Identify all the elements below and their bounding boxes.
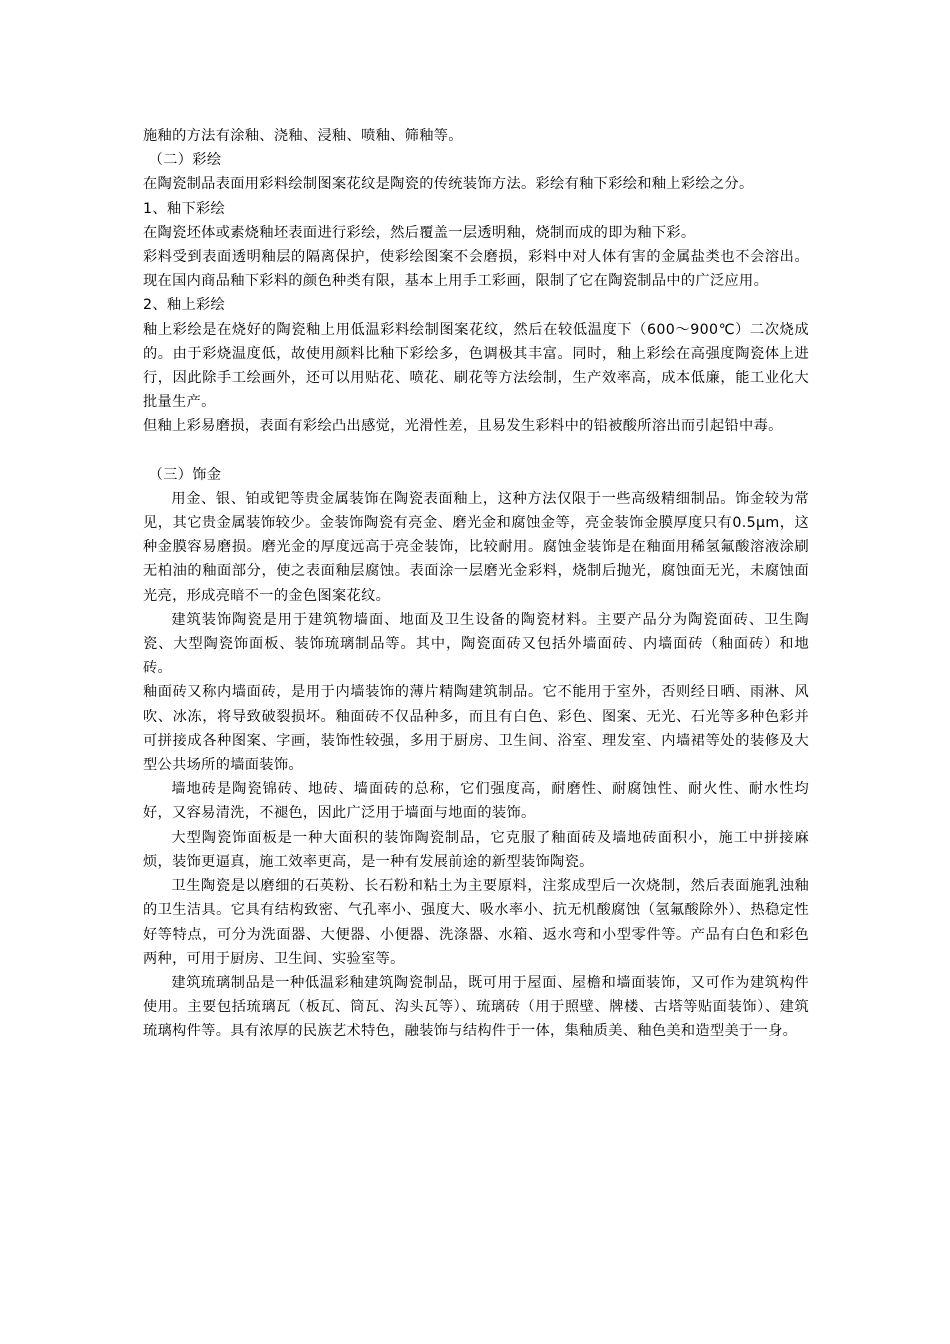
paragraph-architectural-ceramics: 建筑装饰陶瓷是用于建筑物墙面、地面及卫生设备的陶瓷材料。主要产品分为陶瓷面砖、卫生陶瓷、大型陶瓷饰面板、装饰琉璃制品等。其中，陶瓷面砖又包括外墙面砖、内墙面砖（釉面砖）和地砖。 (143, 611, 809, 677)
heading-underglaze: 1、釉下彩绘 (143, 200, 226, 217)
heading-gilding: （三）饰金 (148, 466, 222, 483)
paragraph-glazed-tiles: 釉面砖又称内墙面砖，是用于内墙装饰的薄片精陶建筑制品。它不能用于室外，否则经日晒、雨淋、风吹、冰冻，将导致破裂损坏。釉面砖不仅品种多，而且有白色、彩色、图案、无光、石光等多种色彩并可拼接成各种图案、字画，装饰性较强，多用于厨房、卫生间、浴室、理发室、内墙裙等处的装修及大型公共场所的墙面装饰。 (143, 684, 809, 774)
heading-overglaze: 2、釉上彩绘 (143, 297, 226, 314)
paragraph-sanitary-ceramics: 卫生陶瓷是以磨细的石英粉、长石粉和粘土为主要原料，注浆成型后一次烧制，然后表面施乳浊釉的卫生洁具。它具有结构致密、气孔率小、强度大、吸水率小、抗无机酸腐蚀（氢氟酸除外）、热稳定性好等特点，可分为洗面器、大便器、小便器、洗涤器、水箱、返水弯和小型零件等。产品有白色和彩色两种，可用于厨房、卫生间、实验室等。 (143, 878, 809, 967)
heading-painting: （二）彩绘 (148, 152, 222, 169)
paragraph-wall-floor-tiles: 墙地砖是陶瓷锦砖、地砖、墙面砖的总称，它们强度高，耐磨性、耐腐蚀性、耐火性、耐水性均好，又容易清洗，不褪色，因此广泛用于墙面与地面的装饰。 (143, 781, 809, 822)
paragraph-overglaze-drawbacks: 但釉上彩易磨损，表面有彩绘凸出感觉，光滑性差，且易发生彩料中的铅被酸所溶出而引起铅中毒。 (143, 418, 783, 435)
paragraph-large-panels: 大型陶瓷饰面板是一种大面积的装饰陶瓷制品，它克服了釉面砖及墙地砖面积小，施工中拼接麻烦，装饰更逼真，施工效率更高，是一种有发展前途的新型装饰陶瓷。 (143, 829, 809, 870)
paragraph-gap (143, 439, 809, 463)
paragraph-overglaze-definition: 釉上彩绘是在烧好的陶瓷釉上用低温彩料绘制图案花纹，然后在较低温度下（600～900℃）二次烧成的。由于彩烧温度低，故使用颜料比釉下彩绘多，色调极其丰富。同时，釉上彩绘在高强度陶瓷体上进行，因此除手工绘画外，还可以用贴花、喷花、刷花等方法绘制，生产效率高，成本低廉，能工业化大批量生产。 (143, 321, 809, 411)
document-body (143, 124, 809, 1044)
paragraph-painting-intro: 在陶瓷制品表面用彩料绘制图案花纹是陶瓷的传统装饰方法。彩绘有釉下彩绘和釉上彩绘之分。 (143, 176, 754, 193)
paragraph-gilding: 用金、银、铂或钯等贵金属装饰在陶瓷表面釉上，这种方法仅限于一些高级精细制品。饰金较为常见，其它贵金属装饰较少。金装饰陶瓷有亮金、磨光金和腐蚀金等，亮金装饰金膜厚度只有0.5μm，这种金膜容易磨损。磨光金的厚度远高于亮金装饰，比较耐用。腐蚀金装饰是在釉面用稀氢氟酸溶液涂刷无柏油的釉面部分，使之表面釉层腐蚀。表面涂一层磨光金彩料，烧制后抛光，腐蚀面无光，未腐蚀面光亮，形成亮暗不一的金色图案花纹。 (143, 490, 809, 604)
paragraph-underglaze-definition: 在陶瓷坯体或素烧釉坯表面进行彩绘，然后覆盖一层透明釉，烧制而成的即为釉下彩。 (143, 224, 696, 241)
paragraph-glazed-building-products: 建筑琉璃制品是一种低温彩釉建筑陶瓷制品，既可用于屋面、屋檐和墙面装饰，又可作为建筑构件使用。主要包括琉璃瓦（板瓦、筒瓦、沟头瓦等）、琉璃砖（用于照壁、牌楼、古塔等贴面装饰）、建筑琉璃构件等。具有浓厚的民族艺术特色，融装饰与结构件于一体，集釉质美、釉色美和造型美于一身。 (143, 974, 809, 1040)
paragraph-underglaze-properties: 彩料受到表面透明釉层的隔离保护，使彩绘图案不会磨损，彩料中对人体有害的金属盐类也不会溶出。现在国内商品釉下彩料的颜色种类有限，基本上用手工彩画，限制了它在陶瓷制品中的广泛应用。 (143, 249, 809, 290)
paragraph-glazing-methods: 施釉的方法有涂釉、浇釉、浸釉、喷釉、筛釉等。 (143, 128, 463, 144)
